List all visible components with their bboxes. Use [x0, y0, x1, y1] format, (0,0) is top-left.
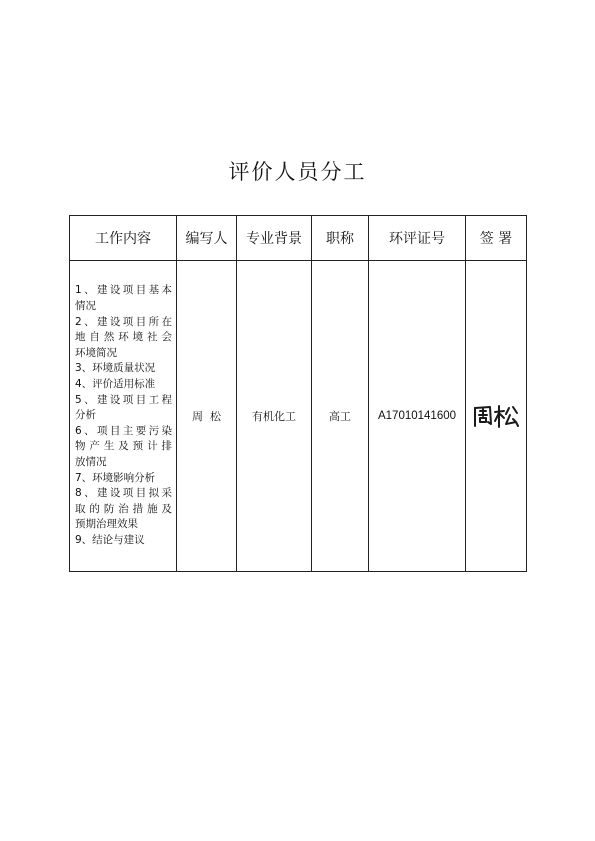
work-content-line: 9、结论与建议 [75, 533, 145, 546]
author-cell: 周 松 [177, 261, 237, 572]
work-content-line: 地自然环境社会 [75, 331, 172, 344]
table-row [70, 261, 527, 572]
work-content-line: 分析 [75, 409, 96, 422]
work-content-line: 物产生及预计排 [75, 440, 172, 453]
table-header-row [70, 216, 527, 261]
work-content-line: 6、项目主要污染 [75, 424, 172, 437]
work-content-line: 取的防治措施及 [75, 502, 172, 515]
header-title: 职称 [312, 216, 369, 261]
work-content-line: 3、环境质量状况 [75, 362, 156, 375]
page-title: 评价人员分工 [228, 160, 367, 184]
header-cert-no: 环评证号 [369, 216, 466, 261]
work-content-line: 情况 [75, 300, 96, 313]
work-content-line: 5、建设项目工程 [75, 393, 172, 406]
header-signature: 签 署 [466, 216, 527, 261]
signature-cell [466, 261, 527, 572]
work-content-cell [70, 261, 177, 572]
work-content-line: 2、建设项目所在 [75, 315, 172, 328]
background-cell: 有机化工 [237, 261, 312, 572]
work-content-line: 预期治理效果 [75, 518, 138, 531]
work-content-line: 放情况 [75, 455, 107, 468]
work-content-line: 4、评价适用标准 [75, 378, 156, 391]
title-cell: 高工 [312, 261, 369, 572]
work-content-line: 环境简况 [75, 346, 117, 359]
work-content-line: 7、环境影响分析 [75, 471, 156, 484]
staff-assignment-table [69, 215, 527, 572]
work-content-line: 1、建设项目基本 [75, 284, 172, 297]
header-work-content: 工作内容 [70, 216, 177, 261]
work-content-line: 8、建设项目拟采 [75, 487, 172, 500]
cert-no-cell: A17010141600 [369, 261, 466, 572]
header-background: 专业背景 [237, 216, 312, 261]
header-author: 编写人 [177, 216, 237, 261]
handwritten-signature [471, 402, 521, 430]
